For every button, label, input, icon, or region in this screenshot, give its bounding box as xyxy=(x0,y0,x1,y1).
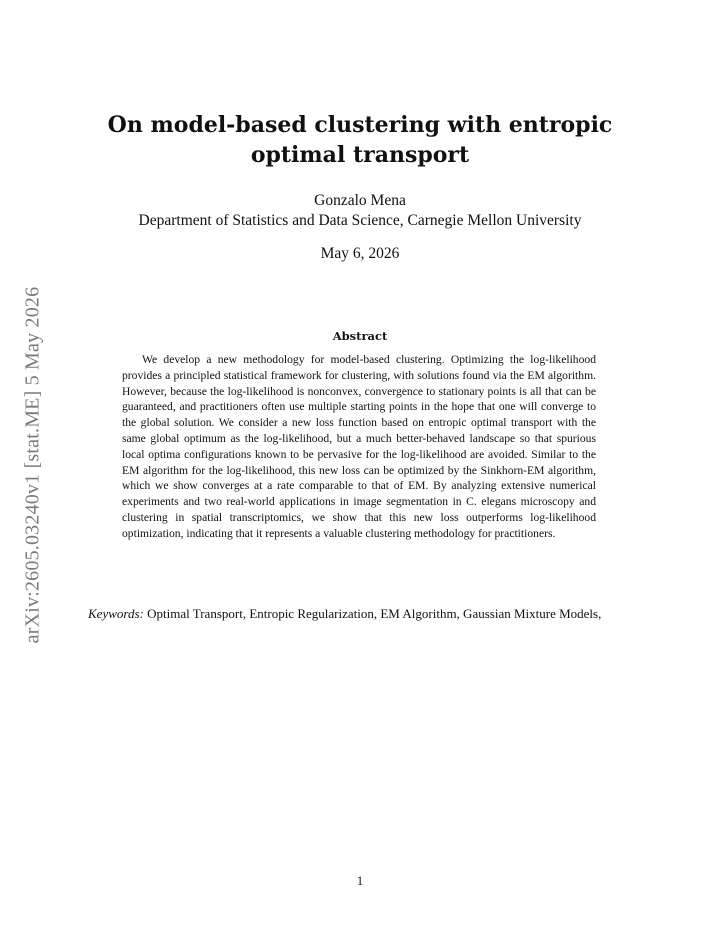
abstract-heading: Abstract xyxy=(332,329,388,343)
keywords-section xyxy=(88,605,633,622)
page-number: 1 xyxy=(356,874,364,888)
arxiv-identifier-stamp: arXiv:2605.03240v1 [stat.ME] 5 May 2026 xyxy=(21,286,44,644)
paper-title: On model-based clustering with entropic optimal transport xyxy=(107,112,613,168)
paper-date: May 6, 2026 xyxy=(320,245,400,262)
keywords-text: Optimal Transport, Entropic Regularization, EM Algorithm, Gaussian Mixture Models, xyxy=(147,606,602,621)
author-affiliation: Department of Statistics and Data Science, Carnegie Mellon University xyxy=(138,212,582,229)
abstract-body: We develop a new methodology for model-based clustering. Optimizing the log-likelihood provides a principled statistical framework for clustering, with solutions found via the EM algorithm. However, because the log-likelihood is nonconvex, convergence to stationary points is all that can be guaranteed, and practitioners often use multiple starting points in the hope that one will converge to the global solution. We consider a new loss function based on entropic optimal transport with the same global optimum as the log-likelihood, but a much better-behaved landscape so that spurious local optima configurations known to be pervasive for the log-likelihood are avoided. Similar to the EM algorithm for the log-likelihood, this new loss can be optimized by the Sinkhorn-EM algorithm, which we show converges at a rate comparable to that of EM. By analyzing extensive numerical experiments and two real-world applications in image segmentation in C. elegans microscopy and clustering in spatial transcriptomics, we show that this new loss outperforms log-likelihood optimization, indicating that it represents a valuable clustering methodology for practitioners. xyxy=(122,353,596,540)
keywords-label: Keywords: xyxy=(88,606,144,621)
author-name: Gonzalo Mena xyxy=(314,192,406,209)
